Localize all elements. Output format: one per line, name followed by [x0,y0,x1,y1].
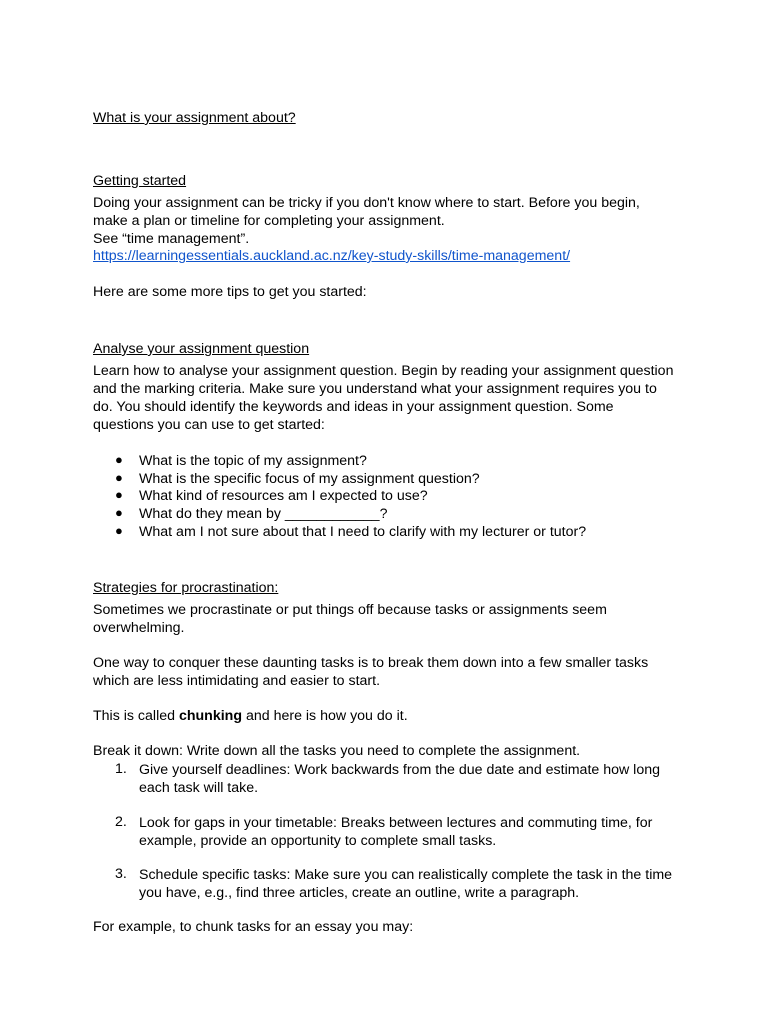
step-line-1: Give yourself deadlines: Work backwards from the due date and estimate how long [139,762,661,778]
procrastination-p2-line-2: which are less intimidating and easier to start. [93,673,381,689]
list-number: 2. [115,814,127,830]
step-line-2: you have, e.g., find three articles, create an outline, write a paragraph. [139,885,580,901]
chunking-text-before: This is called [93,708,179,724]
procrastination-p2-line-1: One way to conquer these daunting tasks is to break them down into a few smaller tasks [93,655,649,671]
bullet-text: What kind of resources am I expected to use? [139,488,428,504]
heading-getting-started: Getting started [93,173,187,189]
heading-analyse-question: Analyse your assignment question [93,341,310,357]
chunking-term: chunking [178,708,243,724]
time-management-link[interactable]: https://learningessentials.auckland.ac.nz/key-study-skills/time-management/ [93,248,571,264]
list-number: 1. [115,761,127,777]
bullet-text: What is the topic of my assignment? [139,453,367,469]
step-line-2: example, provide an opportunity to complete small tasks. [139,833,497,849]
getting-started-line-3: See “time management”. [93,231,250,247]
for-example-line: For example, to chunk tasks for an essay you may: [93,919,414,935]
procrastination-p1-line-1: Sometimes we procrastinate or put things off because tasks or assignments seem [93,602,607,618]
step-line-2: each task will take. [139,780,259,796]
bullet-text: What do they mean by ____________? [139,506,388,522]
getting-started-line-1: Doing your assignment can be tricky if you don't know where to start. Before you begin, [93,195,640,211]
list-number: 3. [115,866,127,882]
bullet-text: What is the specific focus of my assignment question? [139,471,480,487]
analyse-line-2: and the marking criteria. Make sure you understand what your assignment requires you to [93,381,657,397]
tips-line: Here are some more tips to get you started: [93,284,367,300]
analyse-line-3: do. You should identify the keywords and ideas in your assignment question. Some [93,399,614,415]
heading-procrastination: Strategies for procrastination: [93,580,279,596]
bullet-icon: ● [115,452,123,467]
step-line-1: Schedule specific tasks: Make sure you can realistically complete the task in the time [139,867,673,883]
step-line-1: Look for gaps in your timetable: Breaks between lectures and commuting time, for [139,815,653,831]
getting-started-line-2: make a plan or timeline for completing your assignment. [93,213,445,229]
analyse-line-1: Learn how to analyse your assignment question. Begin by reading your assignment question [93,363,674,379]
bullet-icon: ● [115,487,123,502]
chunking-line [93,708,408,724]
bullet-icon: ● [115,523,123,538]
analyse-line-4: questions you can use to get started: [93,417,325,433]
procrastination-p1-line-2: overwhelming. [93,620,185,636]
break-it-down-line: Break it down: Write down all the tasks you need to complete the assignment. [93,743,581,759]
chunking-text-after: and here is how you do it. [242,708,408,724]
bullet-text: What am I not sure about that I need to clarify with my lecturer or tutor? [139,524,587,540]
bullet-icon: ● [115,470,123,485]
heading-assignment-about: What is your assignment about? [93,110,296,126]
bullet-icon: ● [115,505,123,520]
